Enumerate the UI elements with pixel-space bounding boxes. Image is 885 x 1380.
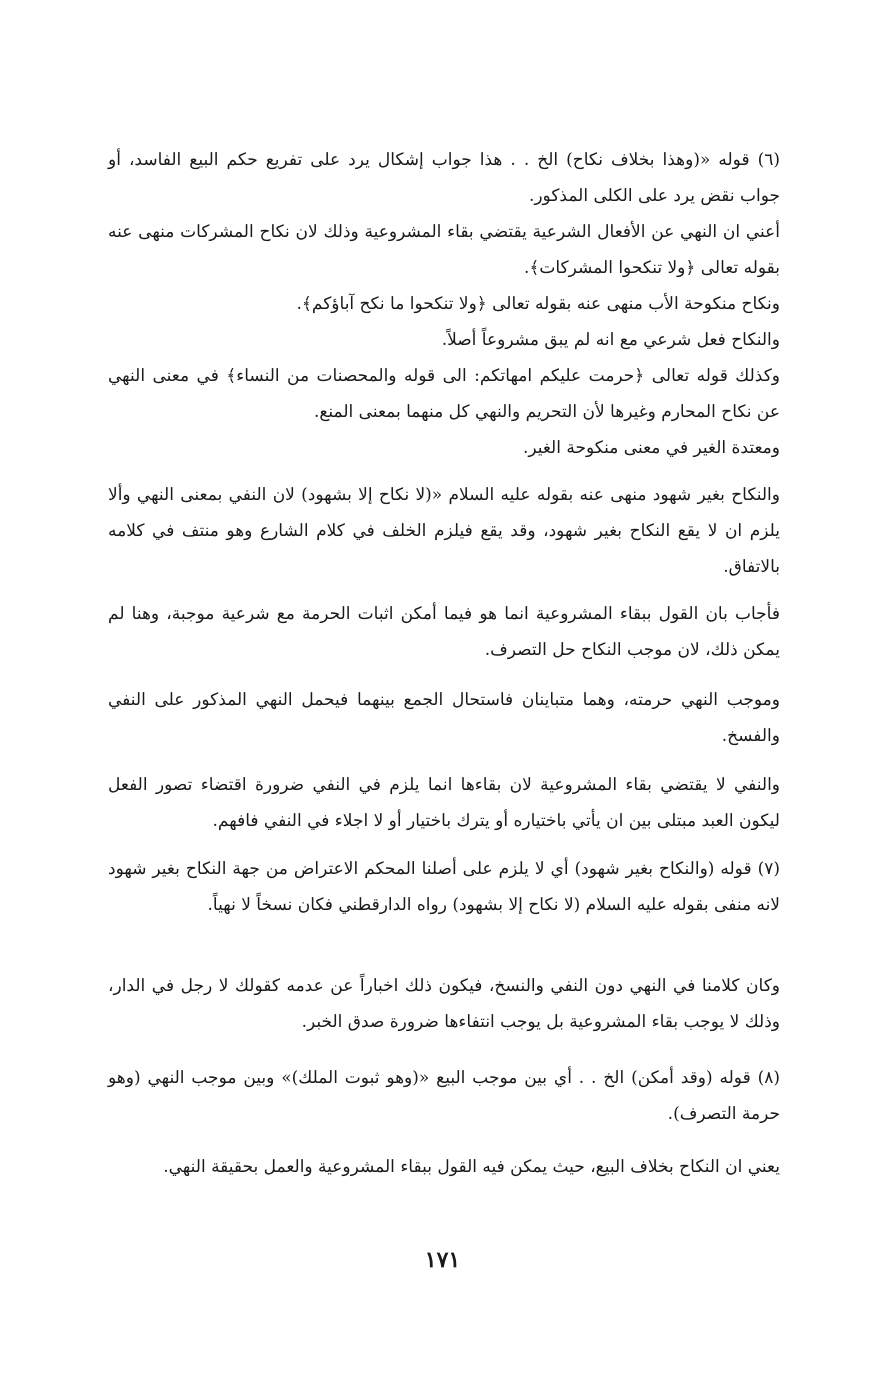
paragraph-note-6: (٦) قوله «(وهذا بخلاف نكاح) الخ . . هذا جواب إشكال يرد على تفريع حكم البيع الفاسد، أو جواب نقض يرد على الكلى المذكور.	[108, 150, 780, 206]
paragraph-answer: فأجاب بان القول ببقاء المشروعية انما هو فيما أمكن اثبات الحرمة مع شرعية موجبة، وهنا لم يمكن ذلك، لان موجب النكاح حل التصرف.	[108, 604, 780, 660]
paragraph-muharramat: وكذلك قوله تعالى ﴿حرمت عليكم امهاتكم: الى قوله والمحصنات من النساء﴾ في معنى النهي عن نكاح المحارم وغيرها لأن التحريم والنهي كل منهما بمعنى المنع.	[108, 366, 780, 422]
paragraph-muatadda: ومعتدة الغير في معنى منكوحة الغير.	[522, 438, 780, 458]
paragraph-negation: والنفي لا يقتضي بقاء المشروعية لان بقاءها انما يلزم في النفي ضرورة اقتضاء تصور الفعل ليكون العبد مبتلى بين ان يأتي باختياره أو يترك باختيار أو لا اجلاء في النفي فافهم.	[108, 775, 780, 831]
paragraph-sale-difference: يعني ان النكاح بخلاف البيع، حيث يمكن فيه القول ببقاء المشروعية والعمل بحقيقة النهي.	[163, 1157, 780, 1177]
paragraph-report: وكان كلامنا في النهي دون النفي والنسخ، فيكون ذلك اخباراً عن عدمه كقولك لا رجل في الدار، وذلك لا يوجب بقاء المشروعية بل يوجب انتفاءها ضرورة صدق الخبر.	[108, 976, 780, 1032]
paragraph-witnesses: والنكاح بغير شهود منهى عنه بقوله عليه السلام «(لا نكاح إلا بشهود) لان النفي بمعنى النهي وألا يلزم ان لا يقع النكاح بغير شهود، وقد يقع فيلزم الخلف في كلام الشارع وهو منتف في كلامه بالاتفاق.	[108, 485, 780, 577]
paragraph-mushrikat: أعني ان النهي عن الأفعال الشرعية يقتضي بقاء المشروعية وذلك لان نكاح المشركات منهى عنه بقوله تعالى ﴿ولا تنكحوا المشركات﴾.	[108, 222, 780, 278]
page-number: ١٧١	[424, 1247, 461, 1273]
paragraph-note-7: (٧) قوله (والنكاح بغير شهود) أي لا يلزم على أصلنا المحكم الاعتراض من جهة النكاح بغير شهود لانه منفى بقوله عليه السلام (لا نكاح إلا بشهود) رواه الدارقطني فكان نسخاً لا نهياً.	[108, 859, 780, 915]
paragraph-contradiction: وموجب النهي حرمته، وهما متباينان فاستحال الجمع بينهما فيحمل النهي المذكور على النفي والفسخ.	[108, 690, 780, 746]
paragraph-father-wife: ونكاح منكوحة الأب منهى عنه بقوله تعالى ﴿ولا تنكحوا ما نكح آباؤكم﴾.	[296, 294, 780, 314]
paragraph-note-8: (٨) قوله (وقد أمكن) الخ . . أي بين موجب البيع «(وهو ثبوت الملك)» وبين موجب النهي (وهو حرمة التصرف).	[108, 1068, 780, 1124]
paragraph-nikah-shari: والنكاح فعل شرعي مع انه لم يبق مشروعاً أصلاً.	[441, 330, 780, 350]
